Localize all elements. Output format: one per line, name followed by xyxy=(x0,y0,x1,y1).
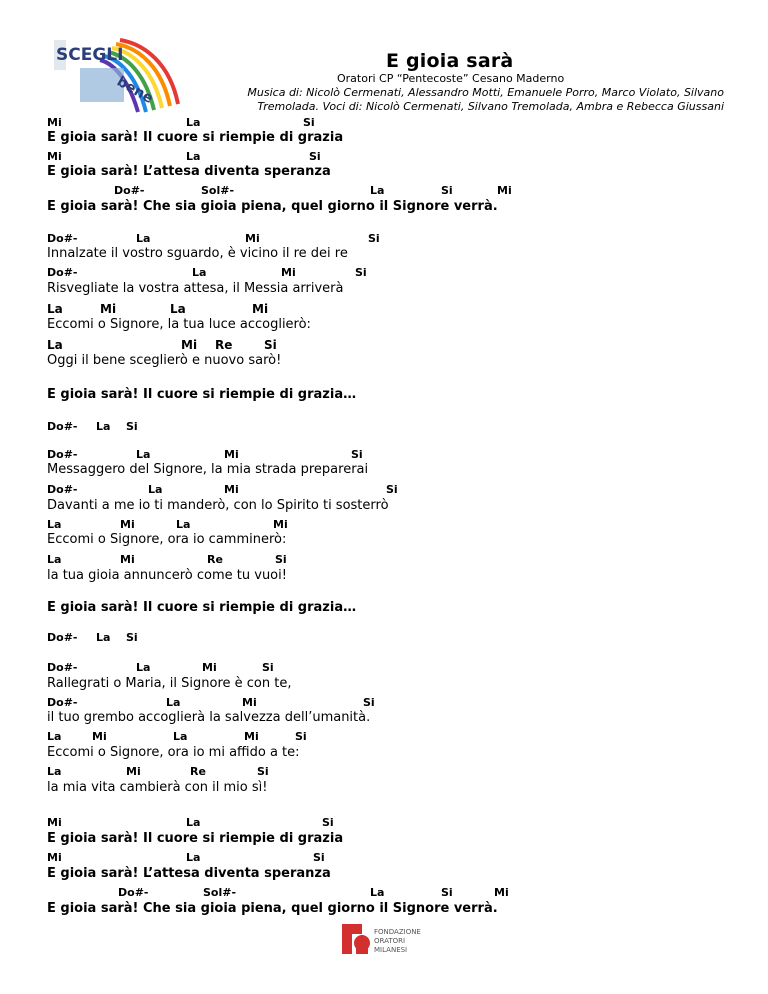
credits-line-1: Musica di: Nicolò Cermenati, Alessandro Motti, Emanuele Porro, Marco Violato, Silvano xyxy=(247,86,724,99)
chord: Do#- xyxy=(47,420,78,433)
chord: Si xyxy=(126,420,138,433)
chord: Mi xyxy=(120,518,135,531)
fondazione-oratori-milanesi-logo xyxy=(340,922,430,958)
chord: Si xyxy=(275,553,287,566)
chord: Do#- xyxy=(47,696,78,709)
chord: Mi xyxy=(252,302,269,316)
chord: Mi xyxy=(281,266,296,279)
chord: Do#- xyxy=(47,266,78,279)
chord: Si xyxy=(322,816,334,829)
chord: La xyxy=(186,150,201,163)
lyric-line: Innalzate il vostro sguardo, è vicino il re dei re xyxy=(47,246,348,261)
chord: La xyxy=(136,232,151,245)
chord: La xyxy=(148,483,163,496)
chord: Do#- xyxy=(47,232,78,245)
chord: Si xyxy=(295,730,307,743)
chord: Si xyxy=(441,184,453,197)
chord: Mi xyxy=(181,338,198,352)
chord: La xyxy=(166,696,181,709)
lyric-line: Eccomi o Signore, ora io camminerò: xyxy=(47,532,287,547)
lyric-line: il tuo grembo accoglierà la salvezza dell’umanità. xyxy=(47,710,371,725)
chord: Si xyxy=(363,696,375,709)
chord: La xyxy=(47,765,62,778)
chord: Si xyxy=(386,483,398,496)
chord: Mi xyxy=(202,661,217,674)
lyric-line: Oggi il bene sceglierò e nuovo sarò! xyxy=(47,353,282,368)
chord: La xyxy=(136,661,151,674)
chord: Do#- xyxy=(118,886,149,899)
refrain-reminder: E gioia sarà! Il cuore si riempie di grazia… xyxy=(47,600,357,615)
svg-text:SCEGLI: SCEGLI xyxy=(56,45,124,65)
chord: Si xyxy=(351,448,363,461)
chord: Mi xyxy=(120,553,135,566)
chord: Mi xyxy=(224,483,239,496)
song-credits xyxy=(204,86,724,114)
chord: La xyxy=(186,816,201,829)
chord: La xyxy=(47,730,62,743)
chord: La xyxy=(47,518,62,531)
lyric-line: E gioia sarà! Che sia gioia piena, quel giorno il Signore verrà. xyxy=(47,199,498,214)
svg-text:FONDAZIONE: FONDAZIONE xyxy=(374,928,421,936)
chord: Re xyxy=(190,765,206,778)
chord: Si xyxy=(257,765,269,778)
chord: Mi xyxy=(100,302,117,316)
lyric-line: E gioia sarà! Il cuore si riempie di grazia xyxy=(47,130,344,145)
lyric-line: E gioia sarà! L’attesa diventa speranza xyxy=(47,866,331,881)
chord: La xyxy=(136,448,151,461)
chord: Mi xyxy=(245,232,260,245)
chord: Si xyxy=(309,150,321,163)
chord: La xyxy=(186,116,201,129)
chord: Mi xyxy=(494,886,509,899)
song-title: E gioia sarà xyxy=(386,50,514,72)
credits-line-2: Tremolada. Voci di: Nicolò Cermenati, Silvano Tremolada, Ambra e Rebecca Giussani xyxy=(257,100,724,113)
lyric-line: E gioia sarà! Che sia gioia piena, quel giorno il Signore verrà. xyxy=(47,901,498,916)
chord: La xyxy=(186,851,201,864)
chord: Mi xyxy=(244,730,259,743)
lyric-line: Eccomi o Signore, la tua luce accoglierò: xyxy=(47,317,311,332)
chord: La xyxy=(192,266,207,279)
chord: Mi xyxy=(47,150,62,163)
chord: Mi xyxy=(126,765,141,778)
chord: Do#- xyxy=(47,661,78,674)
chord: Do#- xyxy=(47,631,78,644)
lyric-line: Rallegrati o Maria, il Signore è con te, xyxy=(47,676,292,691)
chord: La xyxy=(370,184,385,197)
chord: Mi xyxy=(242,696,257,709)
chord: La xyxy=(173,730,188,743)
chord: Si xyxy=(441,886,453,899)
scegli-bene-logo xyxy=(50,34,200,114)
chord: Re xyxy=(207,553,223,566)
refrain-reminder: E gioia sarà! Il cuore si riempie di grazia… xyxy=(47,387,357,402)
chord: La xyxy=(96,420,111,433)
chord: Si xyxy=(355,266,367,279)
chord: Mi xyxy=(273,518,288,531)
chord: Si xyxy=(262,661,274,674)
chord: Re xyxy=(215,338,233,352)
chord: Sol#- xyxy=(201,184,235,197)
chord: Si xyxy=(303,116,315,129)
svg-text:ORATORI: ORATORI xyxy=(374,937,406,945)
chord: La xyxy=(170,302,186,316)
chord: La xyxy=(370,886,385,899)
lyric-line: Eccomi o Signore, ora io mi affido a te: xyxy=(47,745,300,760)
chord: Do#- xyxy=(47,448,78,461)
chord: La xyxy=(47,553,62,566)
lyric-line: Messaggero del Signore, la mia strada preparerai xyxy=(47,462,369,477)
lyric-line: Davanti a me io ti manderò, con lo Spirito ti sosterrò xyxy=(47,498,389,513)
chord: La xyxy=(47,338,63,352)
chord: Si xyxy=(313,851,325,864)
chord: Si xyxy=(368,232,380,245)
lyric-line: la mia vita cambierà con il mio sì! xyxy=(47,780,268,795)
chord: Si xyxy=(126,631,138,644)
lyric-line: Risvegliate la vostra attesa, il Messia arriverà xyxy=(47,281,344,296)
chord: La xyxy=(96,631,111,644)
svg-text:MILANESI: MILANESI xyxy=(374,946,408,954)
chord: Do#- xyxy=(47,483,78,496)
chord: Mi xyxy=(47,816,62,829)
chord: Mi xyxy=(224,448,239,461)
chord: Mi xyxy=(47,116,62,129)
chord: Mi xyxy=(92,730,107,743)
lyric-line: la tua gioia annuncerò come tu vuoi! xyxy=(47,568,287,583)
chord: Sol#- xyxy=(203,886,237,899)
song-subtitle: Oratori CP “Pentecoste” Cesano Maderno xyxy=(337,72,565,85)
svg-text:bene: bene xyxy=(114,73,156,107)
chord: La xyxy=(176,518,191,531)
lyric-line: E gioia sarà! Il cuore si riempie di grazia xyxy=(47,831,344,846)
chord: Si xyxy=(264,338,277,352)
chord: La xyxy=(47,302,63,316)
chord: Do#- xyxy=(114,184,145,197)
lyric-line: E gioia sarà! L’attesa diventa speranza xyxy=(47,164,331,179)
chord: Mi xyxy=(497,184,512,197)
chord: Mi xyxy=(47,851,62,864)
